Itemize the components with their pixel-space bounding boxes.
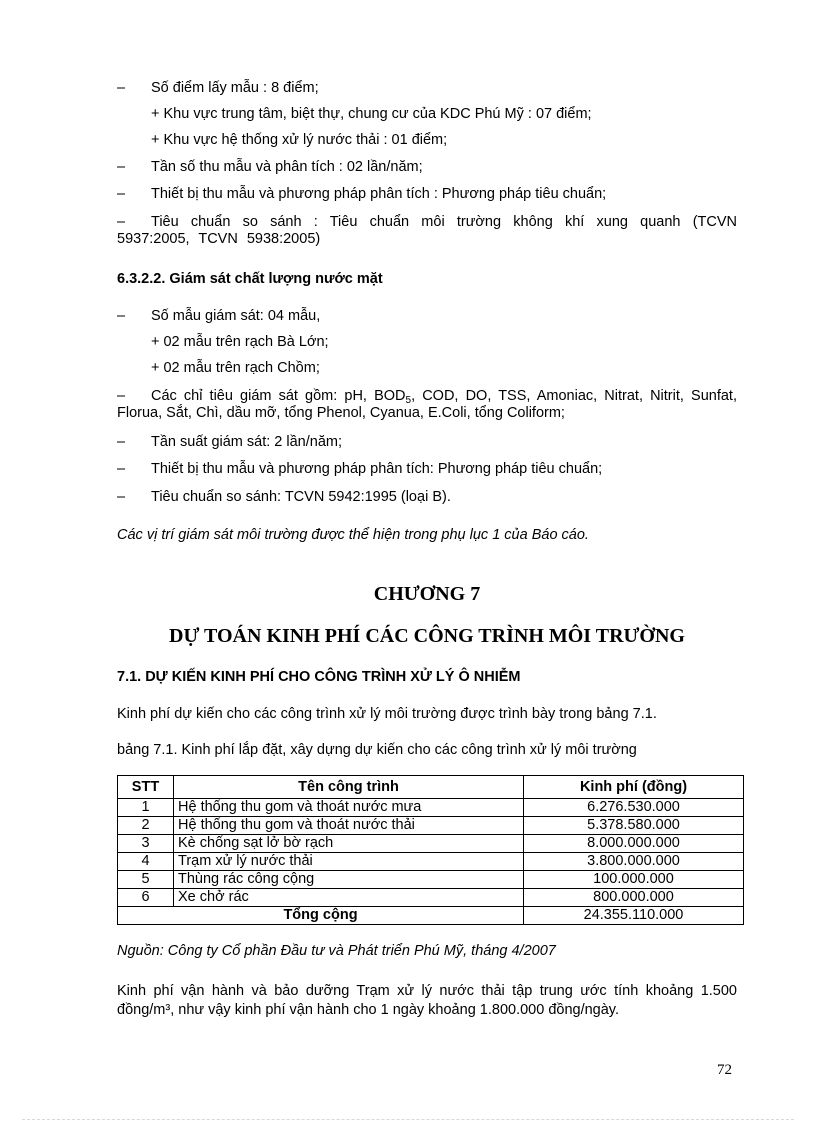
air-standard (117, 214, 737, 248)
row-stt: 6 (118, 889, 174, 907)
chapter-title: DỰ TOÁN KINH PHÍ CÁC CÔNG TRÌNH MÔI TRƯỜNG (169, 625, 685, 647)
table-row (118, 835, 744, 853)
sample-points-count: Số điểm lấy mẫu : 8 điểm; (151, 80, 319, 96)
row-stt: 3 (118, 835, 174, 853)
monitoring-note: Các vị trí giám sát môi trường được thể hiện trong phụ lục 1 của Báo cáo. (117, 527, 589, 543)
row-name: Kè chống sạt lở bờ rạch (174, 835, 524, 853)
row-stt: 1 (118, 799, 174, 817)
row-name: Thùng rác công cộng (174, 871, 524, 889)
page-number: 72 (717, 1062, 732, 1078)
air-standard-text: Tiêu chuẩn so sánh : Tiêu chuẩn môi trường không khí xung quanh (TCVN 5937:2005, TCVN 5938:2005) (117, 214, 737, 247)
row-cost: 800.000.000 (524, 889, 744, 907)
row-stt: 5 (118, 871, 174, 889)
table-header-row (118, 776, 744, 799)
table-total-row (118, 907, 744, 925)
cost-table (117, 775, 744, 925)
row-name: Xe chở rác (174, 889, 524, 907)
row-name: Hệ thống thu gom và thoát nước thải (174, 817, 524, 835)
bullet-dash: – (117, 308, 126, 324)
total-label: Tổng cộng (118, 907, 524, 925)
monitoring-parameters (117, 388, 737, 422)
parameters-text-a: Các chỉ tiêu giám sát gồm: pH, BOD (151, 388, 406, 404)
row-cost: 6.276.530.000 (524, 799, 744, 817)
bod-subscript: 5 (405, 395, 412, 406)
bullet-dash: – (117, 214, 126, 230)
bullet-dash: – (117, 186, 126, 202)
row-stt: 4 (118, 853, 174, 871)
bullet-dash: – (117, 388, 126, 404)
table-row (118, 853, 744, 871)
table-caption: bảng 7.1. Kinh phí lắp đặt, xây dựng dự kiến cho các công trình xử lý môi trường (117, 742, 637, 758)
header-name: Tên công trình (174, 776, 524, 799)
monitoring-method: Thiết bị thu mẫu và phương pháp phân tích: Phương pháp tiêu chuẩn; (151, 461, 603, 477)
table-source: Nguồn: Công ty Cổ phần Đầu tư và Phát triển Phú Mỹ, tháng 4/2007 (117, 943, 556, 959)
water-standard: Tiêu chuẩn so sánh: TCVN 5942:1995 (loại B). (151, 489, 451, 505)
row-stt: 2 (118, 817, 174, 835)
sample-area-wastewater: + Khu vực hệ thống xử lý nước thải : 01 điểm; (151, 132, 448, 148)
sampling-frequency: Tần số thu mẫu và phân tích : 02 lần/năm; (151, 159, 423, 175)
total-value: 24.355.110.000 (524, 907, 744, 925)
header-stt: STT (118, 776, 174, 799)
bullet-dash: – (117, 80, 126, 96)
monitoring-frequency: Tần suất giám sát: 2 lần/năm; (151, 434, 343, 450)
sampling-method: Thiết bị thu mẫu và phương pháp phân tích : Phương pháp tiêu chuẩn; (151, 186, 607, 202)
table-row (118, 871, 744, 889)
sample-count: Số mẫu giám sát: 04 mẫu, (151, 308, 321, 324)
row-cost: 5.378.580.000 (524, 817, 744, 835)
operating-cost-paragraph: Kinh phí vận hành và bảo dưỡng Trạm xử lý nước thải tập trung ước tính khoảng 1.500 đồng/m³, như vậy kinh phí vận hành cho 1 ngày khoảng 1.800.000 đồng/ngày. (117, 983, 737, 1018)
chapter-number: CHƯƠNG 7 (373, 583, 481, 605)
section-heading-cost: 7.1. DỰ KIẾN KINH PHÍ CHO CÔNG TRÌNH XỬ LÝ Ô NHIỄM (117, 669, 521, 685)
header-cost: Kinh phí (đồng) (524, 776, 744, 799)
section-heading-surface-water: 6.3.2.2. Giám sát chất lượng nước mặt (117, 271, 383, 287)
bullet-dash: – (117, 159, 126, 175)
row-cost: 100.000.000 (524, 871, 744, 889)
table-row (118, 889, 744, 907)
page-border (22, 1119, 794, 1120)
sample-ba-lon: + 02 mẫu trên rạch Bà Lớn; (151, 334, 329, 350)
row-name: Trạm xử lý nước thải (174, 853, 524, 871)
sample-chom: + 02 mẫu trên rạch Chồm; (151, 360, 320, 376)
row-cost: 3.800.000.000 (524, 853, 744, 871)
row-name: Hệ thống thu gom và thoát nước mưa (174, 799, 524, 817)
bullet-dash: – (117, 434, 126, 450)
parameters-text-b: , COD, DO, TSS, Amoniac, Nitrat, Nitrit, Sunfat, Florua, Sắt, Chì, dầu mỡ, tổng Phenol, Cyanua, E.Coli, tổng Coliform; (117, 388, 737, 421)
table-row (118, 799, 744, 817)
bullet-dash: – (117, 461, 126, 477)
row-cost: 8.000.000.000 (524, 835, 744, 853)
sample-area-center: + Khu vực trung tâm, biệt thự, chung cư của KDC Phú Mỹ : 07 điểm; (151, 106, 592, 122)
table-row (118, 817, 744, 835)
cost-intro: Kinh phí dự kiến cho các công trình xử lý môi trường được trình bày trong bảng 7.1. (117, 706, 657, 722)
bullet-dash: – (117, 489, 126, 505)
